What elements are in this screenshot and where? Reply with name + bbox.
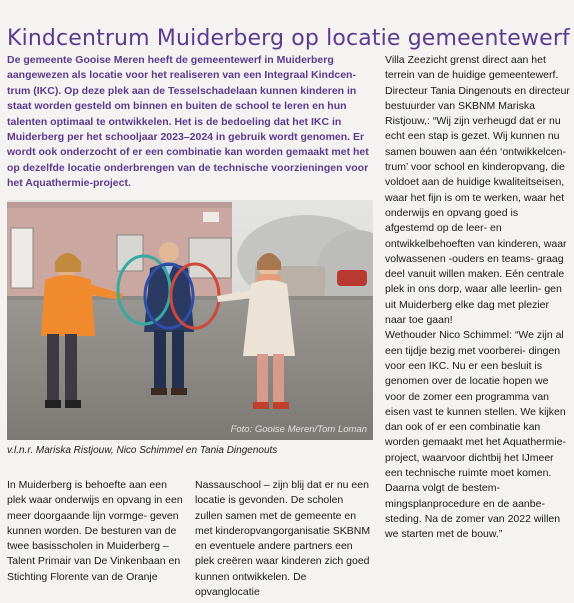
article-column-2 (195, 478, 371, 600)
article-lead: De gemeente Gooise Meren heeft de gemeentewerf in Muiderberg aangewezen als locatie voor het realiseren van een Integraal Kindcen- trum (IKC). Op deze plek aan de Tesselschadelaan kunnen kinderen in staat worden gesteld om binnen en buiten de school te leren en hun talenten optimaal te ontwikkelen. Het is de bedoeling dat het IKC in Muiderberg per het schooljaar 2023–2024 in gebruik wordt genomen. Er wordt ook onderzocht of er een combinatie kan worden gemaakt met het op dezelfde locatie onderbrengen van de technische voorzieningen voor het Aquathermie-project. (7, 54, 369, 190)
body-paragraph: Nassauschool – zijn blij dat er nu een locatie is gevonden. De scholen zullen samen met de gemeente en met kinderopvangorganisatie SKBNM en eventuele andere partners een plek creëren waar kinderen zich goed kunnen ontwikkelen. De opvanglocatie (195, 479, 371, 599)
photo-caption: v.l.n.r. Mariska Ristjouw, Nico Schimmel en Tania Dingenouts (7, 445, 278, 456)
quote-paragraph: Wethouder Nico Schimmel: “We zijn al een tijdje bezig met voorberei- dingen voor een IKC. Nu er een besluit is genomen over de locatie hopen we voor de zomer een programma van eisen vast te kunnen stellen. We kijken dan ook of er een combinatie kan worden gemaakt met het Aquathermie- project, waarvoor dichtbij het IJmeer een technische ruimte moet komen. Daarna volgt de bestem- mingsplanprocedure en de aanbe- steding. Na de zomer van 2022 willen we starten met de bouw.” (385, 329, 566, 541)
article-title: Kindcentrum Muiderberg op locatie gemeentewerf (7, 25, 570, 51)
quote-paragraph: Directeur Tania Dingenouts en directeur bestuurder van SKBNM Mariska Ristjouw,: “Wij zijn verheugd dat er nu echt een stap is gezet. Wij kunnen nu samen bouwen aan één ‘ontwikkelcen- trum’ voor school en kinderopvang, die voldoet aan de huidige kwaliteitseisen, waar het fijn is om te werken, waar het onderwijs en opvang goed is afgestemd op de leer- en ontwikkelbehoeften van kinderen, waar volwassenen -ouders en teams- graag deel vanuit willen maken. Eén centrale plek in ons dorp, waar alle leerlin- gen uit Muiderberg elke dag met plezier naar toe gaan! (385, 84, 570, 327)
article-column-1 (7, 478, 183, 585)
photo-illustration (7, 200, 373, 440)
body-paragraph: Villa Zeezicht grenst direct aan het terrein van de huidige gemeentewerf. (385, 54, 559, 82)
photo-credit: Foto: Gooise Meren/Tom Loman (230, 424, 367, 435)
article-photo (7, 200, 373, 440)
article-column-3 (385, 53, 570, 543)
body-paragraph: In Muiderberg is behoefte aan een plek waar onderwijs en opvang in een meer doorgaande lijn vormge- geven kunnen worden. De besturen van de twee basisscholen in Muiderberg – Talent Primair van De Vinkenbaan en Stichting Florente van de Oranje (7, 479, 183, 583)
